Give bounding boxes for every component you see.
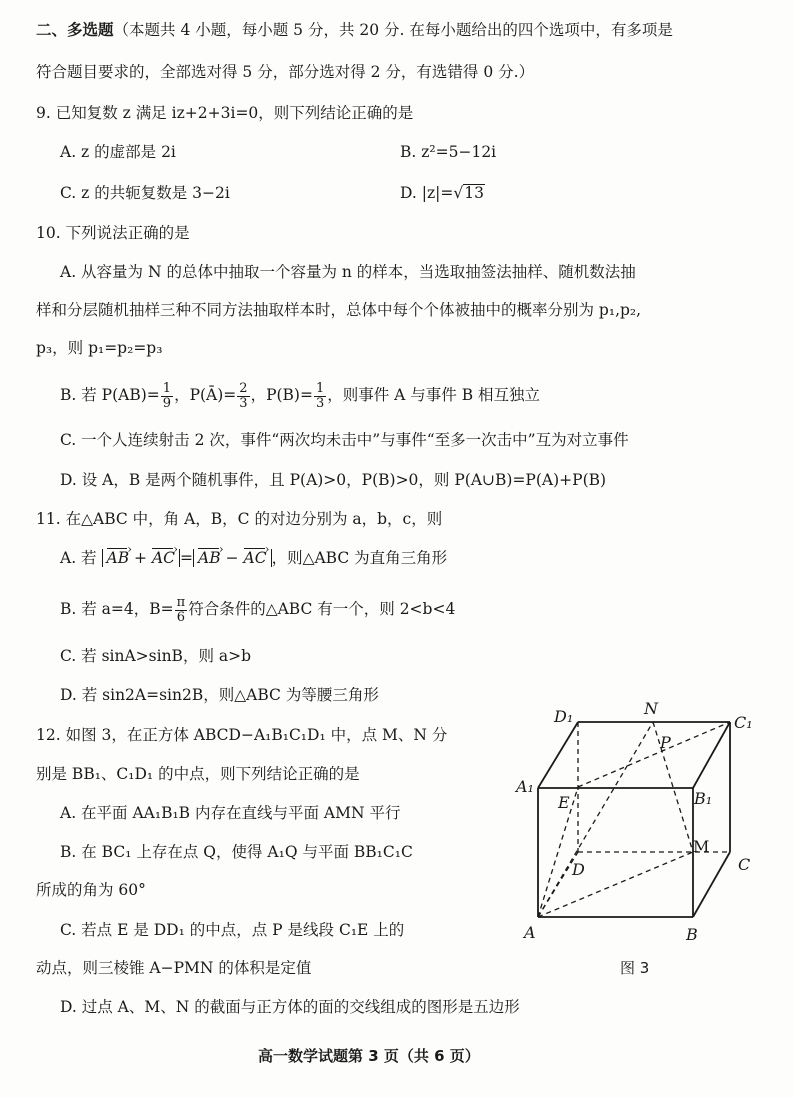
label-m: M xyxy=(693,837,710,856)
q9-stem: 9. 已知复数 z 满足 iz+2+3i=0，则下列结论正确的是 xyxy=(36,104,414,122)
q11-option-b-text1: B. 若 a=4，B= xyxy=(60,600,174,618)
segment-nm xyxy=(653,722,693,852)
q10-option-c: C. 一个人连续射击 2 次，事件“两次均未击中”与事件“至多一次击中”互为对立事件 xyxy=(60,431,629,449)
label-d1: D₁ xyxy=(554,707,574,726)
q11-option-a xyxy=(60,548,447,568)
fraction-denominator: 3 xyxy=(315,395,325,411)
label-c1: C₁ xyxy=(734,713,753,732)
vector-ac: AC › xyxy=(152,549,175,567)
fraction xyxy=(314,382,326,411)
page-footer: 高一数学试题第 3 页（共 6 页） xyxy=(258,1047,480,1065)
vector-sum-abs xyxy=(102,549,181,567)
q11-option-b xyxy=(60,594,455,624)
q11-stem: 11. 在△ABC 中，角 A，B，C 的对边分别为 a，b，c，则 xyxy=(36,510,443,528)
fraction xyxy=(237,382,249,411)
q10-option-b-text3: ，P(B)= xyxy=(250,386,313,404)
q12-option-b-line2: 所成的角为 60° xyxy=(36,881,146,899)
segment-an xyxy=(538,722,653,917)
vector-ab: AB › xyxy=(107,549,130,567)
edge-a1d1 xyxy=(538,722,578,788)
section-intro-line2: 符合题目要求的，全部选对得 5 分，部分选对得 2 分，有选错得 0 分.） xyxy=(36,63,535,81)
q10-option-b-text4: ，则事件 A 与事件 B 相互独立 xyxy=(327,386,541,404)
q11-option-c: C. 若 sinA>sinB，则 a>b xyxy=(60,647,252,665)
q10-option-b-text2: ，P(Ā)= xyxy=(174,386,237,404)
q11-option-a-prefix: A. 若 xyxy=(60,549,97,567)
q11-option-d: D. 若 sin2A=sin2B，则△ABC 为等腰三角形 xyxy=(60,686,379,704)
q12-option-c-line1: C. 若点 E 是 DD₁ 的中点，点 P 是线段 C₁E 上的 xyxy=(60,921,405,939)
label-a1: A₁ xyxy=(516,777,534,796)
vector-ac: AC › xyxy=(244,549,267,567)
q11-option-a-suffix: ，则△ABC 为直角三角形 xyxy=(271,549,448,567)
q9-option-d-radicand: 13 xyxy=(464,184,484,202)
section-header xyxy=(36,20,673,40)
edge-bc xyxy=(693,852,730,917)
q10-stem: 10. 下列说法正确的是 xyxy=(36,224,190,242)
q9-option-d xyxy=(400,183,485,203)
fraction-numerator: 1 xyxy=(162,380,172,396)
q10-option-a-line1: A. 从容量为 N 的总体中抽取一个容量为 n 的样本，当选取抽签法抽样、随机数法抽 xyxy=(60,263,636,281)
q11-option-b-text2: 符合条件的△ABC 有一个，则 2<b<4 xyxy=(188,600,456,618)
edge-b1c1 xyxy=(693,722,730,788)
q10-option-b xyxy=(60,380,540,410)
q12-stem-line1: 12. 如图 3，在正方体 ABCD−A₁B₁C₁D₁ 中，点 M、N 分 xyxy=(36,726,448,744)
q9-option-a: A. z 的虚部是 2i xyxy=(60,143,176,161)
fraction-numerator: 2 xyxy=(239,380,248,396)
q10-option-a-line3: p₃，则 p₁=p₂=p₃ xyxy=(36,339,163,357)
label-b: B xyxy=(686,925,698,944)
segment-am xyxy=(538,852,693,917)
minus-sign: − xyxy=(225,549,239,567)
fraction-numerator: π xyxy=(176,594,186,610)
sqrt-sign: √ xyxy=(453,184,464,202)
fraction-denominator: 3 xyxy=(239,395,248,411)
figure-caption: 图 3 xyxy=(620,959,650,977)
cube-figure xyxy=(510,692,770,982)
label-e: E xyxy=(558,793,570,812)
vector-diff-abs xyxy=(193,549,272,567)
label-a: A xyxy=(524,923,536,942)
q9-option-c: C. z 的共轭复数是 3−2i xyxy=(60,184,230,202)
vector-ab: AB › xyxy=(198,549,221,567)
fraction-denominator: 9 xyxy=(162,395,172,411)
label-d: D xyxy=(572,860,585,879)
q9-option-d-prefix: D. |z|= xyxy=(400,184,454,202)
fraction xyxy=(161,382,173,411)
label-b1: B₁ xyxy=(694,789,713,808)
q10-option-a-line2: 样和分层随机抽样三种不同方法抽取样本时，总体中每个个体被抽中的概率分别为 p₁,p₂, xyxy=(36,301,642,319)
section-title: 二、多选题 xyxy=(36,21,114,39)
q12-option-d: D. 过点 A、M、N 的截面与正方体的面的交线组成的图形是五边形 xyxy=(60,998,520,1016)
segment-ec1 xyxy=(578,722,730,787)
q12-option-a: A. 在平面 AA₁B₁B 内存在直线与平面 AMN 平行 xyxy=(60,804,401,822)
q10-option-d: D. 设 A，B 是两个随机事件，且 P(A)>0，P(B)>0，则 P(A∪B)=P(A)+P(B) xyxy=(60,471,607,489)
label-n: N xyxy=(644,699,658,718)
q9-option-b: B. z²=5−12i xyxy=(400,143,497,161)
section-intro-line1: （本题共 4 小题，每小题 5 分，共 20 分. 在每小题给出的四个选项中，有多项是 xyxy=(113,21,673,39)
equals-sign: = xyxy=(180,549,194,567)
label-c: C xyxy=(738,855,751,874)
q12-stem-line2: 别是 BB₁、C₁D₁ 的中点，则下列结论正确的是 xyxy=(36,765,360,783)
q10-option-b-text1: B. 若 P(AB)= xyxy=(60,386,160,404)
q12-option-b-line1: B. 在 BC₁ 上存在点 Q，使得 A₁Q 与平面 BB₁C₁C xyxy=(60,843,413,861)
fraction-numerator: 1 xyxy=(315,380,325,396)
q12-option-c-line2: 动点，则三棱锥 A−PMN 的体积是定值 xyxy=(36,959,312,977)
plus-sign: + xyxy=(134,549,148,567)
label-p: P xyxy=(660,733,671,752)
fraction-denominator: 6 xyxy=(176,609,186,625)
fraction xyxy=(175,596,188,625)
